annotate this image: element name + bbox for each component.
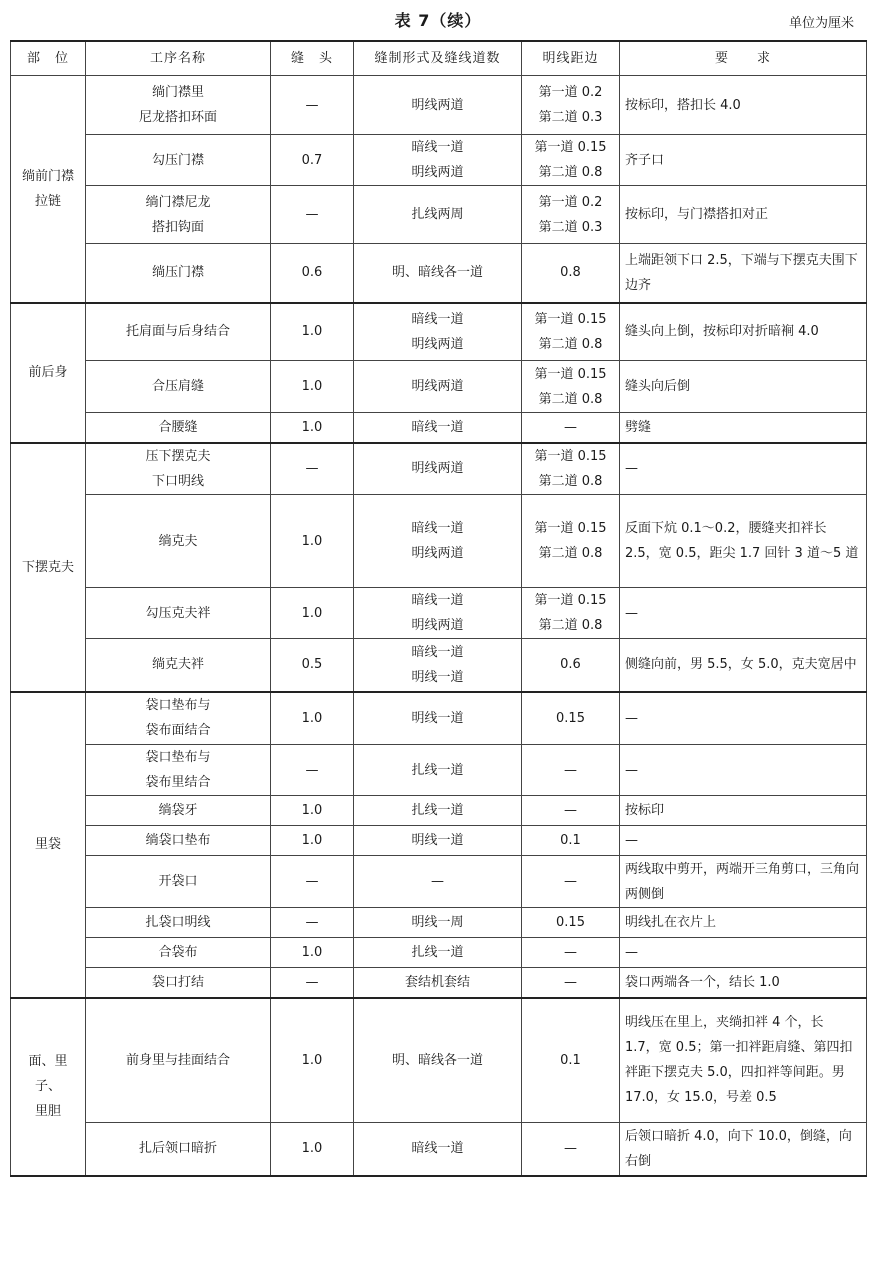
seam-allowance-cell: 1.0 (271, 998, 354, 1123)
stitch-form-cell: 明线两道 (354, 76, 522, 135)
requirement-cell: 后领口暗折 4.0，向下 10.0，倒缝，向右倒 (620, 1123, 867, 1176)
seam-allowance-cell: 0.6 (271, 244, 354, 303)
requirement-cell: 缝头向后倒 (620, 361, 867, 413)
stitch-form-cell: 明线两道 (354, 361, 522, 413)
requirement-cell: 按标印，搭扣长 4.0 (620, 76, 867, 135)
seam-allowance-cell: 0.5 (271, 639, 354, 692)
stitch-distance-cell: 第一道 0.2 第二道 0.3 (522, 76, 620, 135)
stitch-distance-cell: 第一道 0.15 第二道 0.8 (522, 495, 620, 588)
seam-allowance-cell: 1.0 (271, 938, 354, 968)
requirement-cell: 明线扎在衣片上 (620, 908, 867, 938)
stitch-form-cell: 扎线一道 (354, 745, 522, 796)
table-row (11, 186, 867, 244)
requirement-cell: — (620, 692, 867, 745)
process-name-cell: 绱门襟里 尼龙搭扣环面 (86, 76, 271, 135)
stitch-form-cell: 暗线一道 明线两道 (354, 135, 522, 186)
requirement-cell: — (620, 443, 867, 495)
process-name-cell: 勾压门襟 (86, 135, 271, 186)
seam-allowance-cell: 1.0 (271, 495, 354, 588)
process-name-cell: 合腰缝 (86, 413, 271, 443)
stitch-distance-cell: 第一道 0.15 第二道 0.8 (522, 303, 620, 361)
header-part: 部 位 (11, 41, 86, 76)
stitch-distance-cell: — (522, 856, 620, 908)
stitch-form-cell: 扎线两周 (354, 186, 522, 244)
stitch-form-cell: — (354, 856, 522, 908)
process-name-cell: 袋口垫布与 袋布面结合 (86, 692, 271, 745)
requirement-cell: 侧缝向前，男 5.5，女 5.0，克夫宽居中 (620, 639, 867, 692)
requirement-cell: 两线取中剪开，两端开三角剪口，三角向两侧倒 (620, 856, 867, 908)
process-name-cell: 绱克夫袢 (86, 639, 271, 692)
process-name-cell: 绱克夫 (86, 495, 271, 588)
stitch-form-cell: 暗线一道 明线两道 (354, 303, 522, 361)
process-name-cell: 绱门襟尼龙 搭扣钩面 (86, 186, 271, 244)
stitch-form-cell: 套结机套结 (354, 968, 522, 998)
process-name-cell: 绱袋牙 (86, 796, 271, 826)
stitch-distance-cell: — (522, 745, 620, 796)
stitch-form-cell: 暗线一道 明线两道 (354, 495, 522, 588)
header-distance: 明线距边 (522, 41, 620, 76)
header-seam: 缝 头 (271, 41, 354, 76)
process-name-cell: 绱压门襟 (86, 244, 271, 303)
requirement-cell: — (620, 745, 867, 796)
table-row (11, 796, 867, 826)
table-row (11, 244, 867, 303)
stitch-form-cell: 暗线一道 (354, 1123, 522, 1176)
part-cell: 面、里子、 里胆 (11, 998, 86, 1176)
table-row (11, 495, 867, 588)
requirement-cell: 上端距领下口 2.5，下端与下摆克夫围下边齐 (620, 244, 867, 303)
table-row (11, 998, 867, 1123)
seam-allowance-cell: 1.0 (271, 826, 354, 856)
seam-allowance-cell: 0.7 (271, 135, 354, 186)
process-name-cell: 扎袋口明线 (86, 908, 271, 938)
stitch-distance-cell: — (522, 938, 620, 968)
process-name-cell: 袋口打结 (86, 968, 271, 998)
requirement-cell: — (620, 826, 867, 856)
table-row (11, 968, 867, 998)
process-name-cell: 绱袋口垫布 (86, 826, 271, 856)
table-row (11, 1123, 867, 1176)
seam-allowance-cell: — (271, 186, 354, 244)
table-row (11, 303, 867, 361)
table-row (11, 745, 867, 796)
unit-label: 单位为厘米 (788, 16, 854, 31)
process-name-cell: 前身里与挂面结合 (86, 998, 271, 1123)
stitch-distance-cell: 第一道 0.15 第二道 0.8 (522, 443, 620, 495)
stitch-form-cell: 明、暗线各一道 (354, 998, 522, 1123)
stitch-distance-cell: — (522, 968, 620, 998)
seam-allowance-cell: — (271, 76, 354, 135)
process-name-cell: 压下摆克夫 下口明线 (86, 443, 271, 495)
seam-allowance-cell: 1.0 (271, 361, 354, 413)
stitch-distance-cell: 第一道 0.15 第二道 0.8 (522, 361, 620, 413)
header-row (11, 41, 867, 76)
stitch-distance-cell: 0.1 (522, 998, 620, 1123)
part-cell: 绱前门襟 拉链 (11, 76, 86, 303)
stitch-form-cell: 暗线一道 明线一道 (354, 639, 522, 692)
table-row (11, 938, 867, 968)
process-table (10, 40, 867, 1177)
stitch-distance-cell: — (522, 413, 620, 443)
stitch-form-cell: 扎线一道 (354, 796, 522, 826)
requirement-cell: — (620, 938, 867, 968)
seam-allowance-cell: — (271, 745, 354, 796)
stitch-distance-cell: 第一道 0.15 第二道 0.8 (522, 135, 620, 186)
process-name-cell: 合袋布 (86, 938, 271, 968)
table-row (11, 692, 867, 745)
process-name-cell: 托肩面与后身结合 (86, 303, 271, 361)
stitch-distance-cell: 第一道 0.2 第二道 0.3 (522, 186, 620, 244)
stitch-form-cell: 明线一道 (354, 826, 522, 856)
stitch-distance-cell: 0.8 (522, 244, 620, 303)
requirement-cell: — (620, 588, 867, 639)
stitch-form-cell: 明、暗线各一道 (354, 244, 522, 303)
seam-allowance-cell: — (271, 968, 354, 998)
process-name-cell: 开袋口 (86, 856, 271, 908)
header-process: 工序名称 (86, 41, 271, 76)
stitch-distance-cell: — (522, 1123, 620, 1176)
header-requirement: 要 求 (620, 41, 867, 76)
requirement-cell: 按标印，与门襟搭扣对正 (620, 186, 867, 244)
seam-allowance-cell: 1.0 (271, 588, 354, 639)
requirement-cell: 明线压在里上，夹绱扣袢 4 个，长 1.7，宽 0.5；第一扣袢距肩缝、第四扣袢距下摆克夫 5.0，四扣袢等间距。男 17.0，女 15.0，号差 0.5 (620, 998, 867, 1123)
seam-allowance-cell: 1.0 (271, 303, 354, 361)
seam-allowance-cell: 1.0 (271, 1123, 354, 1176)
requirement-cell: 齐子口 (620, 135, 867, 186)
seam-allowance-cell: — (271, 908, 354, 938)
stitch-distance-cell: 0.15 (522, 908, 620, 938)
seam-allowance-cell: 1.0 (271, 413, 354, 443)
table-row (11, 135, 867, 186)
seam-allowance-cell: 1.0 (271, 796, 354, 826)
stitch-form-cell: 明线一道 (354, 692, 522, 745)
table-row (11, 361, 867, 413)
stitch-distance-cell: 0.1 (522, 826, 620, 856)
seam-allowance-cell: 1.0 (271, 692, 354, 745)
stitch-form-cell: 暗线一道 明线两道 (354, 588, 522, 639)
table-row (11, 826, 867, 856)
table-row (11, 588, 867, 639)
requirement-cell: 反面下炕 0.1～0.2，腰缝夹扣袢长 2.5，宽 0.5，距尖 1.7 回针 3 道～5 道 (620, 495, 867, 588)
table-row (11, 76, 867, 135)
part-cell: 里袋 (11, 692, 86, 998)
table-title: 表 7（续） (394, 11, 482, 30)
process-name-cell: 合压肩缝 (86, 361, 271, 413)
stitch-form-cell: 明线两道 (354, 443, 522, 495)
stitch-form-cell: 扎线一道 (354, 938, 522, 968)
stitch-form-cell: 暗线一道 (354, 413, 522, 443)
seam-allowance-cell: — (271, 856, 354, 908)
seam-allowance-cell: — (271, 443, 354, 495)
stitch-distance-cell: 0.15 (522, 692, 620, 745)
requirement-cell: 缝头向上倒，按标印对折暗裥 4.0 (620, 303, 867, 361)
process-name-cell: 袋口垫布与 袋布里结合 (86, 745, 271, 796)
part-cell: 前后身 (11, 303, 86, 443)
process-name-cell: 扎后领口暗折 (86, 1123, 271, 1176)
stitch-distance-cell: 0.6 (522, 639, 620, 692)
table-row (11, 856, 867, 908)
requirement-cell: 劈缝 (620, 413, 867, 443)
table-body (11, 76, 867, 1176)
requirement-cell: 袋口两端各一个，结长 1.0 (620, 968, 867, 998)
process-name-cell: 勾压克夫袢 (86, 588, 271, 639)
header-form: 缝制形式及缝线道数 (354, 41, 522, 76)
table-row (11, 413, 867, 443)
table-row (11, 639, 867, 692)
requirement-cell: 按标印 (620, 796, 867, 826)
stitch-distance-cell: 第一道 0.15 第二道 0.8 (522, 588, 620, 639)
table-row (11, 908, 867, 938)
part-cell: 下摆克夫 (11, 443, 86, 692)
stitch-form-cell: 明线一周 (354, 908, 522, 938)
stitch-distance-cell: — (522, 796, 620, 826)
table-row (11, 443, 867, 495)
